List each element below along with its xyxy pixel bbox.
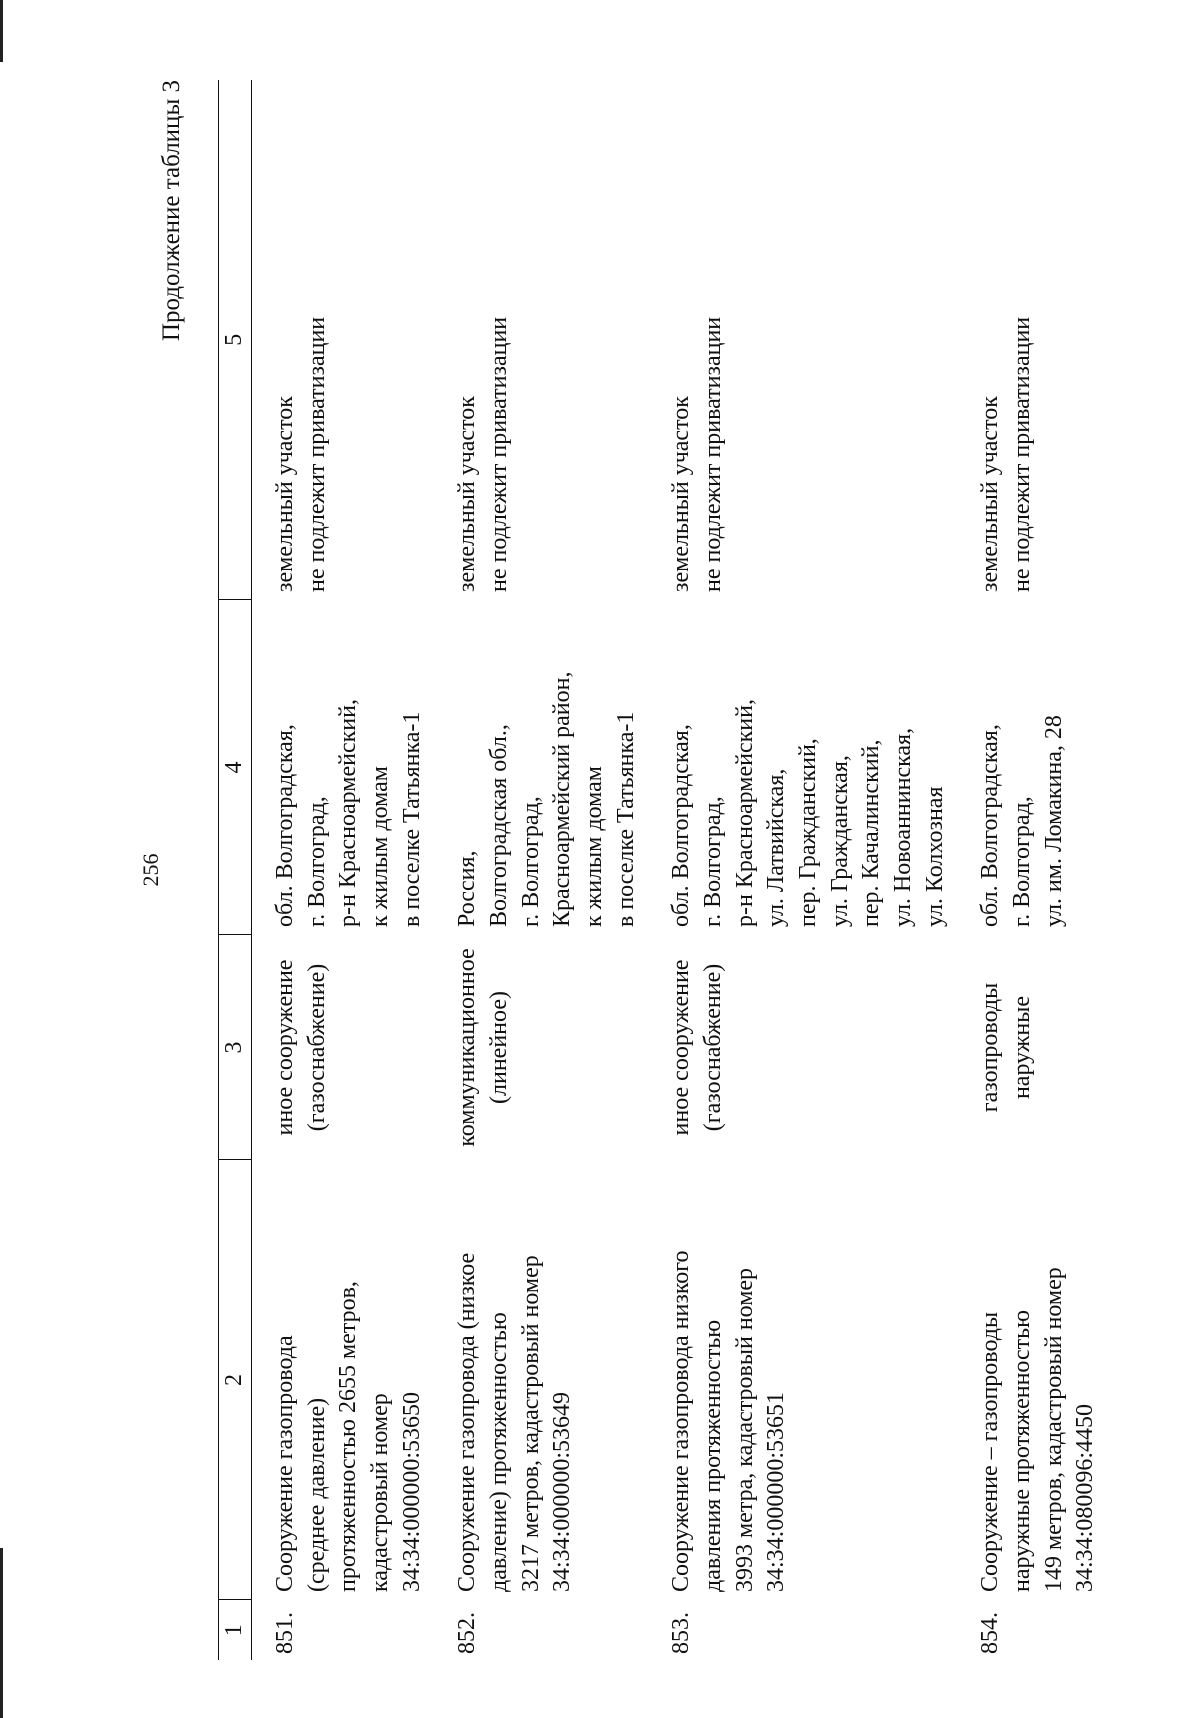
object-type-line: наружные bbox=[1009, 995, 1036, 1100]
header-col-3: 3 bbox=[219, 935, 252, 1160]
address-line: ул. Новоаннинская, bbox=[890, 727, 917, 927]
scan-edge-bottom bbox=[0, 1548, 3, 1718]
address-line: ул. Гражданская, bbox=[826, 755, 853, 927]
row-number: 852. bbox=[454, 1612, 481, 1654]
object-type-line: (газоснабжение) bbox=[700, 963, 727, 1132]
property-table bbox=[218, 80, 1108, 1660]
rotated-page bbox=[138, 80, 1138, 1660]
row-number: 853. bbox=[668, 1612, 695, 1654]
address-line: пер. Качалинский, bbox=[858, 739, 885, 927]
note-line: земельный участок bbox=[272, 396, 298, 592]
object-name-cell bbox=[648, 1160, 957, 1600]
object-name-line: Сооружение – газопроводы bbox=[977, 1311, 1004, 1592]
object-name-line: давления протяженностью bbox=[700, 1319, 727, 1592]
object-name-line: 3993 метра, кадастровый номер bbox=[731, 1267, 758, 1592]
address-line: в поселке Татьянка-1 bbox=[398, 711, 425, 927]
object-name-cell bbox=[957, 1160, 1108, 1600]
note-line: земельный участок bbox=[454, 396, 481, 592]
row-number: 854. bbox=[977, 1612, 1004, 1654]
object-type-line: коммуникационное bbox=[454, 948, 481, 1147]
table-row bbox=[434, 80, 648, 1660]
object-name-cell bbox=[434, 1160, 648, 1600]
page-number: 256 bbox=[138, 853, 163, 887]
object-name-line: 3217 метров, кадастровый номер bbox=[517, 1255, 544, 1592]
address-line: ул. им. Ломакина, 28 bbox=[1040, 715, 1067, 927]
address-cell bbox=[434, 600, 648, 935]
object-name-line: 34:34:000000:53649 bbox=[549, 1391, 576, 1592]
object-name-line: Сооружение газопровода низкого bbox=[668, 1250, 695, 1592]
address-line: в поселке Татьянка-1 bbox=[612, 711, 639, 927]
table-header-row bbox=[219, 80, 252, 1660]
note-line: не подлежит приватизации bbox=[303, 316, 330, 592]
address-line: р-н Красноармейский, bbox=[335, 699, 362, 927]
note-cell bbox=[648, 80, 957, 600]
table-row bbox=[252, 80, 435, 1660]
note-line: не подлежит приватизации bbox=[700, 316, 727, 592]
address-line: Волгоградская обл., bbox=[486, 724, 513, 927]
object-type-cell bbox=[252, 935, 435, 1160]
address-line: пер. Гражданский, bbox=[795, 738, 822, 927]
address-cell bbox=[648, 600, 957, 935]
header-col-2: 2 bbox=[219, 1160, 252, 1600]
note-line: не подлежит приватизации bbox=[486, 316, 513, 592]
table-row bbox=[957, 80, 1108, 1660]
object-type-cell bbox=[434, 935, 648, 1160]
object-name-line: (среднее давление) bbox=[303, 1397, 330, 1592]
object-name-cell bbox=[252, 1160, 435, 1600]
object-name-line: 149 метров, кадастровый номер bbox=[1040, 1267, 1067, 1592]
address-line: ул. Латвийская, bbox=[763, 768, 790, 927]
object-name-line: кадастровый номер bbox=[367, 1393, 394, 1592]
row-number: 851. bbox=[272, 1612, 298, 1654]
object-name-line: Сооружение газопровода bbox=[272, 1335, 298, 1592]
object-type-line: (газоснабжение) bbox=[303, 963, 330, 1132]
object-name-line: Сооружение газопровода (низкое bbox=[454, 1252, 481, 1592]
note-cell bbox=[434, 80, 648, 600]
address-line: к жилым домам bbox=[367, 766, 394, 927]
object-type-cell bbox=[957, 935, 1108, 1160]
address-line: г. Волгоград, bbox=[303, 796, 330, 927]
object-type-line: иное сооружение bbox=[668, 959, 695, 1136]
address-cell bbox=[957, 600, 1108, 935]
object-name-line: 34:34:000000:53650 bbox=[398, 1391, 425, 1592]
note-line: земельный участок bbox=[977, 396, 1004, 592]
note-cell bbox=[957, 80, 1108, 600]
object-name-line: давление) протяженностью bbox=[486, 1312, 513, 1592]
object-name-line: 34:34:080096:4450 bbox=[1072, 1403, 1099, 1592]
header-col-4: 4 bbox=[219, 600, 252, 935]
address-line: г. Волгоград, bbox=[1009, 796, 1036, 927]
address-cell bbox=[252, 600, 435, 935]
object-name-line: наружные протяженностью bbox=[1009, 1309, 1036, 1592]
address-line: Красноармейский район, bbox=[549, 671, 576, 927]
table-continuation-label: Продолжение таблицы 3 bbox=[158, 80, 185, 342]
header-col-1: 1 bbox=[219, 1600, 252, 1660]
object-type-cell bbox=[648, 935, 957, 1160]
table-row bbox=[648, 80, 957, 1660]
header-col-5: 5 bbox=[219, 80, 252, 600]
address-line: г. Волгоград, bbox=[700, 796, 727, 927]
address-line: р-н Красноармейский, bbox=[731, 699, 758, 927]
address-line: обл. Волгоградская, bbox=[977, 724, 1004, 927]
address-line: Россия, bbox=[454, 850, 481, 927]
object-name-line: протяженностью 2655 метров, bbox=[335, 1281, 362, 1592]
address-line: г. Волгоград, bbox=[517, 796, 544, 927]
note-line: не подлежит приватизации bbox=[1009, 316, 1036, 592]
object-type-line: (линейное) bbox=[486, 991, 513, 1104]
note-cell bbox=[252, 80, 435, 600]
address-line: обл. Волгоградская, bbox=[668, 724, 695, 927]
scan-edge-top bbox=[0, 0, 3, 62]
address-line: ул. Колхозная bbox=[921, 786, 948, 927]
address-line: к жилым домам bbox=[581, 766, 608, 927]
object-type-line: газопроводы bbox=[977, 982, 1004, 1113]
object-type-line: иное сооружение bbox=[272, 959, 298, 1136]
address-line: обл. Волгоградская, bbox=[272, 724, 298, 927]
object-name-line: 34:34:000000:53651 bbox=[763, 1391, 790, 1592]
note-line: земельный участок bbox=[668, 396, 695, 592]
